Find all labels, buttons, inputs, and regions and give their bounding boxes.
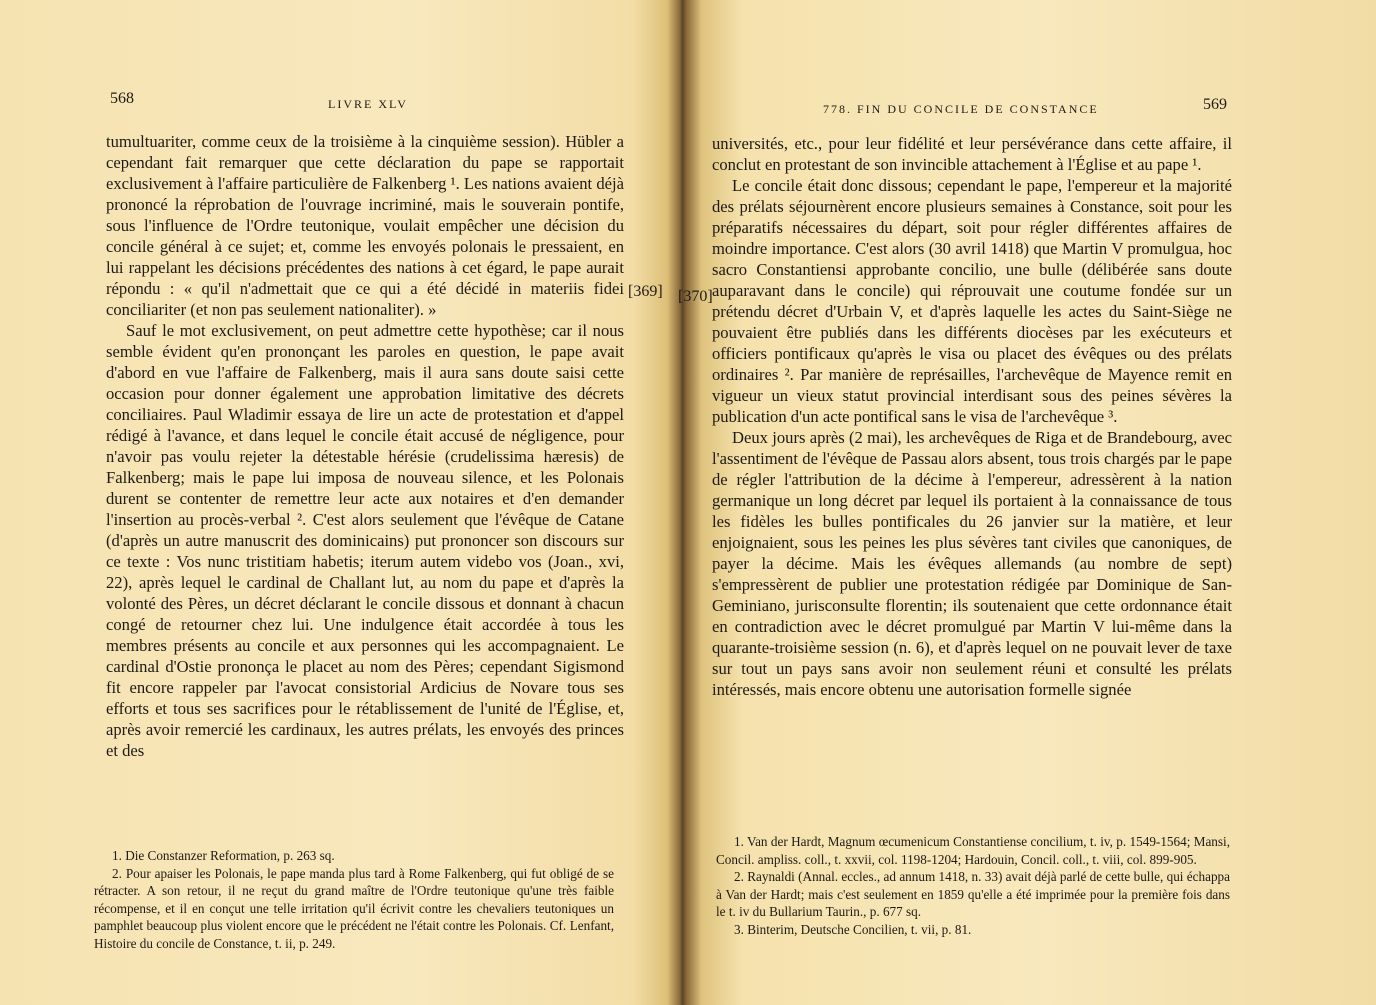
paragraph: universités, etc., pour leur fidélité et leur persévérance dans cette affaire, il conclut en protestant de son invincible attachement à l'Église et au pape ¹.	[712, 134, 1232, 174]
footnotes	[716, 833, 1230, 938]
main-text	[712, 133, 1232, 700]
running-head: 778. FIN DU CONCILE DE CONSTANCE	[823, 102, 1099, 116]
running-head: LIVRE XLV	[328, 97, 408, 111]
paragraph: tumultuariter, comme ceux de la troisième à la cinquième session). Hübler a cependant fait remarquer que cette déclaration du pape se rapportait exclusivement à l'affaire particulière de Falkenberg ¹. Les nations avaient déjà prononcé la réprobation de l'ouvrage incriminé, mais le souverain pontife, sous l'influence de l'Ordre teutonique, voulait empêcher une décision du concile général à ce sujet; et, comme les envoyés polonais le pressaient, en lui rappelant les décisions précédentes des nations à cet égard, le pape aurait répondu : « qu'il n'admettait que ce qui a été décidé in materiis fidei conciliariter (et non pas seulement nationaliter). »	[106, 132, 624, 319]
footnote: 2. Raynaldi (Annal. eccles., ad annum 1418, n. 33) avait déjà parlé de cette bulle, qui échappa à Van der Hardt; mais c'est seulement en 1859 qu'elle a été imprimée pour la première fois dans le t. iv du Bullarium Taurin., p. 677 sq.	[716, 869, 1230, 919]
left-page	[0, 0, 668, 1005]
paragraph: Sauf le mot exclusivement, on peut admettre cette hypothèse; car il nous semble évident qu'en prononçant les paroles en question, le pape avait d'abord en vue l'affaire de Falkenberg, mais il aura sans doute saisi cette occasion pour donner également une approbation limitative des décrets conciliaires. Paul Wladimir essaya de lire un acte de protestation et d'appel rédigé à l'avance, et dans lequel le concile était accusé de négligence, pour n'avoir pas voulu rejeter la détestable hérésie (crudelissima hæresis) de Falkenberg; mais le pape lui imposa de nouveau silence, et les Polonais durent se contenter de remettre leur acte aux notaires et d'en demander l'insertion au procès-verbal ². C'est alors seulement que l'évêque de Catane (d'après un autre manuscrit des dominicains) put prononcer son discours sur ce texte : Vos nunc tristitiam habetis; iterum autem videbo vos (Joan., xvi, 22), après lequel le cardinal de Challant lut, au nom du pape et d'après la volonté des Pères, un décret déclarant le concile dissous et donnant à chacun congé de retourner chez lui. Une indulgence était accordée à tous les membres présents au concile et aux personnes qui les accompagnaient. Le cardinal d'Ostie prononça le placet au nom des Pères; cependant Sigismond fit encore rappeler par l'avocat consistorial Ardicius de Novare tous ses efforts et tous ses sacrifices pour le rétablissement de l'unité de l'Église, et, après avoir remercié les cardinaux, les autres prélats, les envoyés des princes et des	[106, 321, 624, 760]
paragraph: Deux jours après (2 mai), les archevêques de Riga et de Brandebourg, avec l'assentiment de l'évêque de Passau alors absent, tous trois chargés par le pape de régler l'attribution de la décime à l'empereur, adressèrent à la nation germanique un long décret par lequel ils portaient à la connaissance de tous les fidèles les bulles pontificales du 26 janvier sur la matière, et leur enjoignaient, sous les peines les plus sévères tant civiles que canoniques, de payer la décime. Mais les évêques allemands (au nombre de sept) s'empressèrent de publier une protestation rédigée par Dominique de San-Geminiano, jurisconsulte florentin; ils soutenaient que cette ordonnance était en contradiction avec le décret promulgué par Martin V lui-même dans la quarante-troisième session (n. 6), et d'après lequel on ne pouvait lever de taxe sur tout un pays sans avoir non seulement réuni et consulté les prélats intéressés, mais encore obtenu une autorisation formelle signée	[712, 428, 1232, 699]
page-number: 568	[110, 90, 134, 107]
footnote: 2. Pour apaiser les Polonais, le pape manda plus tard à Rome Falkenberg, qui fut obligé de se rétracter. A son retour, il ne reçut du grand maître de l'Ordre teutonique qu'une très faible récompense, et il en conçut une telle irritation qu'il écrivit contre les chevaliers teutoniques un pamphlet beaucoup plus violent encore que le précédent ne l'était contre les Polonais. Cf. Lenfant, Histoire du concile de Constance, t. ii, p. 249.	[94, 865, 614, 951]
footnote: 1. Van der Hardt, Magnum œcumenicum Constantiense concilium, t. iv, p. 1549-1564; Mansi, Concil. ampliss. coll., t. xxvii, col. 1198-1204; Hardouin, Concil. coll., t. viii, col. 899-905.	[716, 834, 1230, 867]
footnote: 1. Die Constanzer Reformation, p. 263 sq.	[112, 848, 335, 863]
footnotes	[94, 847, 614, 952]
main-text	[106, 131, 624, 761]
footnote: 3. Binterim, Deutsche Concilien, t. vii, p. 81.	[734, 921, 972, 937]
page-number: 569	[1203, 96, 1227, 113]
paragraph: Le concile était donc dissous; cependant le pape, l'empereur et la majorité des prélats séjournèrent encore plusieurs semaines à Constance, soit pour les préparatifs nécessaires du départ, soit pour régler différentes affaires de moindre importance. C'est alors (30 avril 1418) que Martin V promulgua, hoc sacro Constantiensi approbante concilio, une bulle (délibérée sans doute auparavant dans le concile) qui réprouvait une coutume fondée sur un prétendu décret d'Urbain V, et d'après laquelle les actes du Saint-Siège ne pouvaient être publiés dans les différents diocèses par les exécuteurs et officiers pontificaux qu'après le visa ou placet des évêques ou des prélats ordinaires ². Par manière de représailles, l'archevêque de Mayence remit en vigueur un vieux statut provincial interdisant sous des peines sévères la publication d'un acte pontifical sans le visa de l'archevêque ³.	[712, 176, 1232, 426]
right-page	[676, 0, 1376, 1005]
marginal-reference: [369]	[628, 283, 663, 300]
marginal-reference: [370]	[678, 288, 713, 305]
